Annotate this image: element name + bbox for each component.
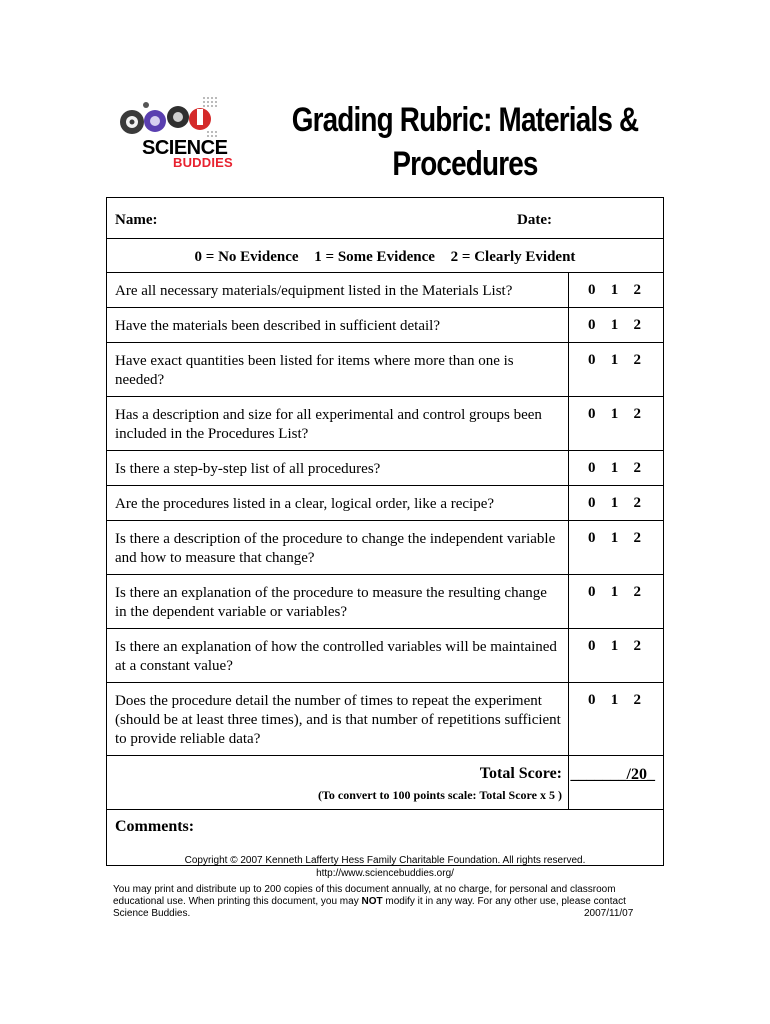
total-label-cell [107, 756, 569, 810]
score-1[interactable]: 1 [610, 584, 619, 600]
total-score-blank: _______ [570, 766, 627, 783]
score-cell [569, 273, 664, 308]
score-cell [569, 397, 664, 451]
rubric-row [107, 521, 664, 575]
name-label: Name: [115, 212, 158, 228]
total-conversion-note: (To convert to 100 points scale: Total Score x 5 ) [318, 788, 562, 802]
question-text: Are all necessary materials/equipment listed in the Materials List? [107, 273, 569, 308]
score-2[interactable]: 2 [633, 692, 641, 708]
logo-text-buddies: BUDDIES [173, 155, 233, 170]
score-0[interactable]: 0 [588, 530, 596, 546]
rubric-row [107, 451, 664, 486]
footer-notice-line-1: You may print and distribute up to 200 copies of this document annually, at no charge, for personal and classroom [113, 884, 616, 895]
question-text: Have exact quantities been listed for items where more than one is needed? [107, 343, 569, 397]
score-2[interactable]: 2 [633, 460, 641, 476]
score-cell [569, 451, 664, 486]
question-text: Is there an explanation of the procedure to measure the resulting change in the dependent variable or variables? [107, 575, 569, 629]
rubric-row [107, 683, 664, 756]
score-2[interactable]: 2 [633, 317, 641, 333]
score-1[interactable]: 1 [610, 460, 619, 476]
question-text: Is there an explanation of how the controlled variables will be maintained at a constant value? [107, 629, 569, 683]
score-cell [569, 343, 664, 397]
rubric-row [107, 308, 664, 343]
score-cell [569, 521, 664, 575]
question-text: Is there a step-by-step list of all procedures? [107, 451, 569, 486]
question-text: Are the procedures listed in a clear, logical order, like a recipe? [107, 486, 569, 521]
footer-notice-text-c: modify it in any way. For any other use, please contact [382, 896, 626, 907]
footer-notice-not: NOT [361, 896, 383, 907]
footer-url[interactable]: http://www.sciencebuddies.org/ [316, 868, 454, 879]
legend-1: 1 = Some Evidence [314, 249, 435, 265]
score-0[interactable]: 0 [588, 406, 596, 422]
score-0[interactable]: 0 [588, 495, 596, 511]
score-0[interactable]: 0 [588, 460, 596, 476]
legend-2: 2 = Clearly Evident [450, 249, 576, 265]
footer-notice-line-2 [113, 896, 626, 908]
total-score-label: Total Score: [479, 765, 562, 782]
total-score-field[interactable] [569, 756, 664, 810]
score-2[interactable]: 2 [633, 282, 641, 298]
total-score-max: /20_ [626, 766, 655, 783]
question-text: Does the procedure detail the number of times to repeat the experiment (should be at least three times), and is that number of repetitions sufficient to provide reliable data? [107, 683, 569, 756]
score-1[interactable]: 1 [610, 317, 619, 333]
score-2[interactable]: 2 [633, 406, 641, 422]
legend-0: 0 = No Evidence [194, 249, 299, 265]
rubric-row [107, 629, 664, 683]
title-line-2: Procedures [392, 145, 538, 183]
score-cell [569, 683, 664, 756]
title-line-1: Grading Rubric: Materials & [291, 101, 639, 139]
score-cell [569, 629, 664, 683]
footer-copyright: Copyright © 2007 Kenneth Lafferty Hess Family Charitable Foundation. All rights reserved. [184, 855, 586, 866]
score-cell [569, 486, 664, 521]
score-2[interactable]: 2 [633, 638, 641, 654]
score-legend [107, 239, 664, 273]
rubric-row [107, 343, 664, 397]
score-0[interactable]: 0 [588, 692, 596, 708]
date-label: Date: [517, 212, 552, 228]
score-0[interactable]: 0 [588, 584, 596, 600]
score-1[interactable]: 1 [610, 352, 619, 368]
total-row [107, 756, 664, 810]
score-0[interactable]: 0 [588, 638, 596, 654]
footer-notice-text-a: educational use. When printing this document, you may [113, 896, 362, 907]
question-text: Have the materials been described in sufficient detail? [107, 308, 569, 343]
score-1[interactable]: 1 [610, 530, 619, 546]
score-1[interactable]: 1 [610, 406, 619, 422]
header-row [107, 198, 664, 239]
score-cell [569, 308, 664, 343]
name-date-cell[interactable] [107, 198, 664, 239]
rubric-row [107, 575, 664, 629]
footer-notice-line-3: Science Buddies. [113, 908, 191, 919]
score-2[interactable]: 2 [633, 530, 641, 546]
score-0[interactable]: 0 [588, 352, 596, 368]
score-1[interactable]: 1 [610, 282, 619, 298]
footer-date: 2007/11/07 [584, 908, 634, 919]
score-0[interactable]: 0 [588, 282, 596, 298]
logo-text-science: SCIENCE [142, 137, 228, 159]
rubric-row [107, 397, 664, 451]
question-text: Is there a description of the procedure to change the independent variable and how to measure that change? [107, 521, 569, 575]
rubric-row [107, 486, 664, 521]
question-text: Has a description and size for all experimental and control groups been included in the Procedures List? [107, 397, 569, 451]
score-1[interactable]: 1 [610, 495, 619, 511]
score-2[interactable]: 2 [633, 584, 641, 600]
score-cell [569, 575, 664, 629]
page-title [289, 98, 642, 186]
score-2[interactable]: 2 [633, 495, 641, 511]
legend-row [107, 239, 664, 273]
rubric-row [107, 273, 664, 308]
comments-label: Comments: [115, 818, 195, 835]
rubric-table [106, 197, 664, 866]
score-1[interactable]: 1 [610, 638, 619, 654]
score-1[interactable]: 1 [610, 692, 619, 708]
score-2[interactable]: 2 [633, 352, 641, 368]
score-0[interactable]: 0 [588, 317, 596, 333]
